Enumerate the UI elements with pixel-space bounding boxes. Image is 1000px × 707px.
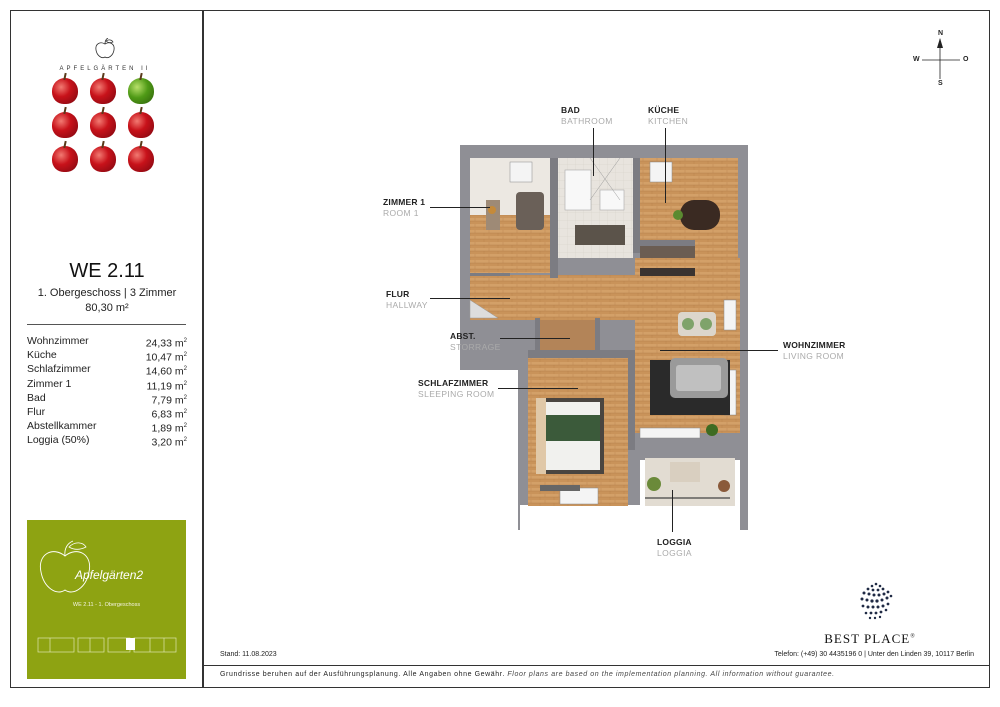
compass-o: O <box>963 56 969 63</box>
room-area: 1,89 $m^2$ <box>151 422 187 435</box>
room-area: 24,33 $m^2$ <box>145 337 187 350</box>
red-apple-icon <box>90 146 116 172</box>
red-apple-icon <box>52 146 78 172</box>
leader-kueche <box>665 128 666 203</box>
room-area: 14,60 $m^2$ <box>145 365 187 378</box>
compass-w: W <box>913 56 920 63</box>
compass-rose <box>910 30 970 88</box>
leader-loggia <box>672 490 673 532</box>
sidebar-divider <box>202 10 204 688</box>
compass-n: N <box>938 30 944 37</box>
label-schlafzimmer: SCHLAFZIMMER SLEEPING ROOM <box>418 378 495 399</box>
leader-wohnzimmer <box>660 350 778 351</box>
green-apple-icon <box>128 78 154 104</box>
room-row <box>27 419 187 433</box>
best-place-logo <box>820 580 920 629</box>
room-name: Flur <box>27 405 46 418</box>
label-flur: FLUR HALLWAY <box>386 289 428 310</box>
red-apple-icon <box>90 112 116 138</box>
room-area: 10,47 $m^2$ <box>145 351 187 364</box>
bed-icon <box>516 192 544 230</box>
room-name: Bad <box>27 391 46 404</box>
leader-flur <box>430 298 510 299</box>
room-row <box>27 433 187 447</box>
room-name: Loggia (50%) <box>27 434 90 447</box>
label-kueche: KÜCHE KITCHEN <box>648 105 689 126</box>
room-area: 11,19 $m^2$ <box>146 380 187 393</box>
room-area: 3,20 $m^2$ <box>151 436 187 449</box>
leader-schlafzimmer <box>498 388 578 389</box>
footer-divider <box>202 665 990 666</box>
building-key-plan <box>27 520 186 679</box>
leader-abst <box>500 338 570 339</box>
apple-grid <box>52 78 156 172</box>
room-name: Abstellkammer <box>27 420 97 433</box>
room-row <box>27 391 187 405</box>
dining-table-icon <box>680 200 720 230</box>
unit-title: WE 2.11 <box>69 260 145 282</box>
room-name: Zimmer 1 <box>27 377 72 390</box>
contact-info: Telefon: (+49) 30 4435196 0 | Unter den Linden 39, 10117 Berlin <box>774 651 974 658</box>
separator <box>27 324 186 325</box>
room-row <box>27 377 187 391</box>
room-name: Schlafzimmer <box>27 363 91 376</box>
plan-date: Stand: 11.08.2023 <box>220 651 277 658</box>
best-place-wordmark: BEST PLACE® <box>824 631 916 646</box>
label-zimmer1: ZIMMER 1 ROOM 1 <box>383 197 426 218</box>
apple-outline-icon <box>92 38 118 60</box>
leader-bad <box>593 128 594 176</box>
floor-key-plan <box>30 630 184 660</box>
room-area: 6,83 $m^2$ <box>151 408 187 421</box>
room-row <box>27 348 187 362</box>
room-row <box>27 334 187 348</box>
compass-s: S <box>938 80 943 87</box>
green-box-subtitle: WE 2.11 - 1. Obergeschoss <box>72 602 141 608</box>
room-name: Wohnzimmer <box>27 335 89 347</box>
leader-zimmer1 <box>430 207 490 208</box>
room-area: 7,79 $m^2$ <box>151 394 187 407</box>
room-name: Küche <box>27 349 57 362</box>
red-apple-icon <box>52 112 78 138</box>
room-area-table <box>27 334 187 448</box>
red-apple-icon <box>128 146 154 172</box>
brand-wordmark: APFELGÄRTEN II <box>59 66 151 72</box>
label-loggia: LOGGIA LOGGIA <box>657 537 692 558</box>
apfelgaerten-logo <box>30 38 180 72</box>
red-apple-icon <box>90 78 116 104</box>
red-apple-icon <box>128 112 154 138</box>
room-row <box>27 405 187 419</box>
label-abst: ABST. STORRAGE <box>450 331 501 352</box>
green-box-brand: Apfelgärten2 <box>75 568 144 582</box>
unit-subtitle: 1. Obergeschoss | 3 Zimmer <box>37 287 177 299</box>
label-wohnzimmer: WOHNZIMMER LIVING ROOM <box>783 340 846 361</box>
room-abstellkammer-floor <box>540 320 595 350</box>
label-bad: BAD BATHROOM <box>561 105 613 126</box>
dot-sphere-icon <box>851 580 901 624</box>
unit-area: 80,30 m² <box>85 302 129 314</box>
disclaimer: Grundrisse beruhen auf der Ausführungsplanung. Alle Angaben ohne Gewähr. Floor plans are based on the implementation planning. All information without guarantee. <box>220 671 835 678</box>
room-row <box>27 362 187 376</box>
red-apple-icon <box>52 78 78 104</box>
